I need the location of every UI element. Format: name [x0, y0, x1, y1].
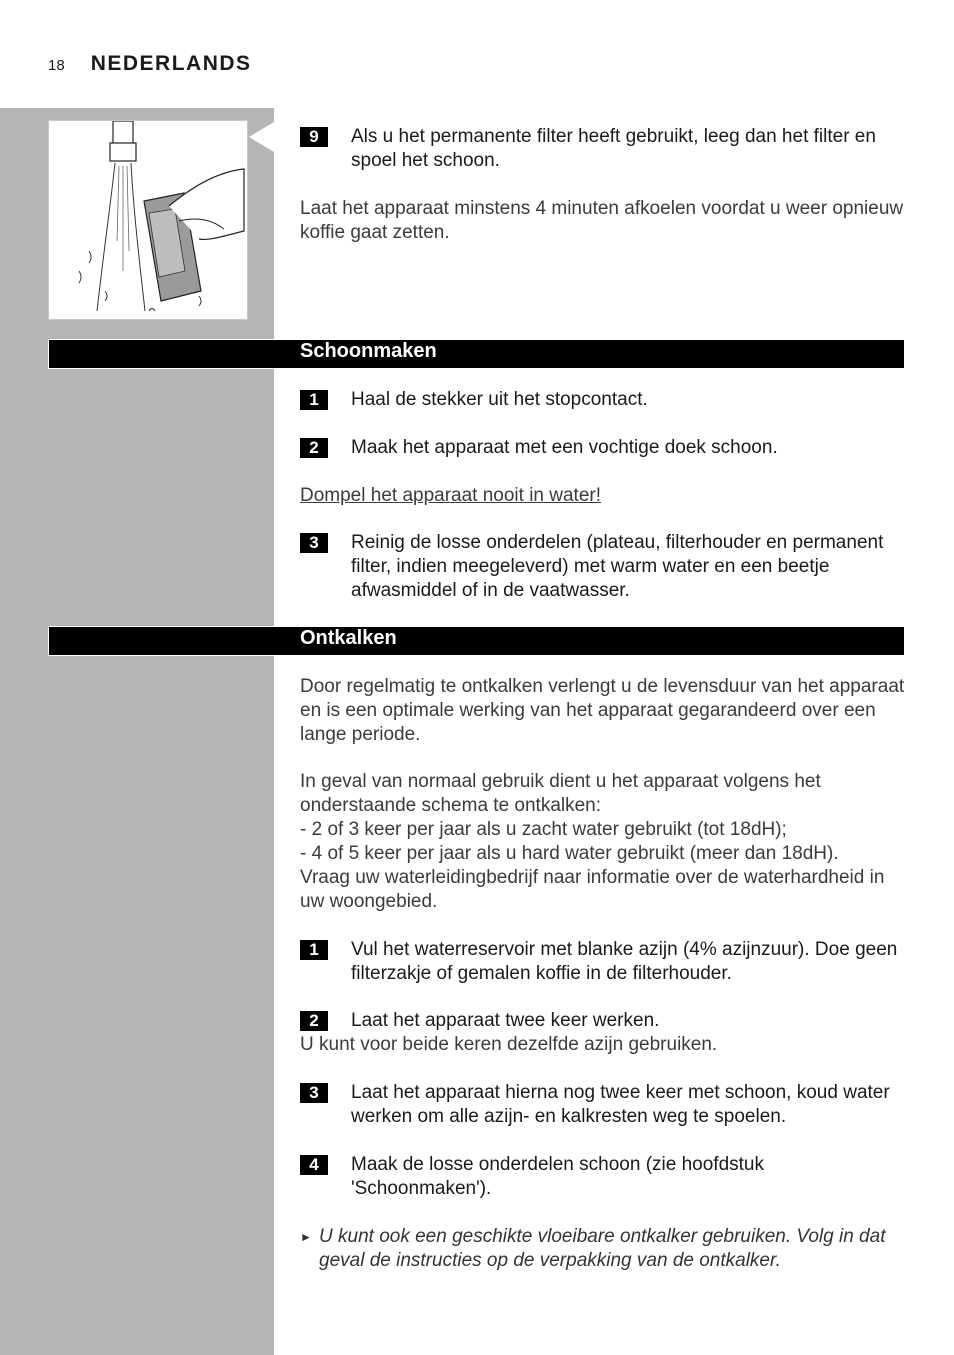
cleaning-step-2: [300, 436, 906, 460]
step-text: Laat het apparaat twee keer werken.: [351, 1010, 660, 1031]
section-title-schoonmaken: Schoonmaken: [300, 340, 437, 362]
step-number: 1: [300, 940, 328, 960]
page-header: [48, 52, 252, 76]
step-text: Maak de losse onderdelen schoon (zie hoofdstuk 'Schoonmaken').: [351, 1154, 764, 1199]
cleaning-step-1: [300, 388, 906, 412]
step-text: Haal de stekker uit het stopcontact.: [351, 389, 648, 410]
descaling-step-2: [300, 1009, 906, 1033]
descaler-tip: [300, 1225, 906, 1273]
step-number: 9: [300, 127, 328, 147]
descaling-schedule: [300, 770, 906, 914]
rinse-filter-icon: [49, 121, 247, 319]
section-title-ontkalken: Ontkalken: [300, 627, 397, 649]
illustration-pointer: [249, 122, 274, 152]
step-text: Reinig de losse onderdelen (plateau, filterhouder en permanent filter, indien meegeleverd) met warm water en een beetje afwasmiddel of in de vaatwasser.: [351, 532, 884, 601]
schedule-item: - 4 of 5 keer per jaar als u hard water gebruikt (meer dan 18dH).: [300, 843, 839, 864]
immersion-warning: Dompel het apparaat nooit in water!: [300, 485, 602, 506]
step-number: 2: [300, 438, 328, 458]
step-2-note: U kunt voor beide keren dezelfde azijn gebruiken.: [300, 1034, 718, 1055]
step-number: 3: [300, 533, 328, 553]
step-text: Vul het waterreservoir met blanke azijn (4% azijnzuur). Doe geen filterzakje of gemalen koffie in de filterhouder.: [351, 939, 898, 984]
section-bar-schoonmaken: [48, 339, 905, 369]
step-number: 3: [300, 1083, 328, 1103]
step-number: 2: [300, 1011, 328, 1031]
schedule-intro: In geval van normaal gebruik dient u het apparaat volgens het onderstaande schema te ontkalken:: [300, 771, 821, 816]
descaling-intro: Door regelmatig te ontkalken verlengt u de levensduur van het apparaat en is een optimale werking van het apparaat gegarandeerd over een lange periode.: [300, 676, 905, 745]
cleaning-step-3: [300, 531, 906, 603]
section-bar-ontkalken: [48, 626, 905, 656]
cooldown-note: Laat het apparaat minstens 4 minuten afkoelen voordat u weer opnieuw koffie gaat zetten.: [300, 198, 904, 243]
triangle-bullet-icon: ►: [300, 1230, 312, 1244]
page-number: 18: [48, 57, 65, 74]
step-text: Maak het apparaat met een vochtige doek schoon.: [351, 437, 778, 458]
schedule-item: - 2 of 3 keer per jaar als u zacht water gebruikt (tot 18dH);: [300, 819, 787, 840]
tip-text: U kunt ook een geschikte vloeibare ontkalker gebruiken. Volg in dat geval de instructies op de verpakking van de ontkalker.: [319, 1226, 886, 1271]
descaling-step-4: [300, 1153, 906, 1201]
step-text: Als u het permanente filter heeft gebruikt, leeg dan het filter en spoel het schoon.: [351, 126, 876, 171]
descaling-step-3: [300, 1081, 906, 1129]
language-title: NEDERLANDS: [90, 52, 252, 75]
rinse-filter-illustration: [48, 120, 248, 320]
descaling-step-1: [300, 938, 906, 986]
schedule-outro: Vraag uw waterleidingbedrijf naar informatie over de waterhardheid in uw woongebied.: [300, 867, 885, 912]
step-number: 1: [300, 390, 328, 410]
step-text: Laat het apparaat hierna nog twee keer met schoon, koud water werken om alle azijn- en kalkresten weg te spoelen.: [351, 1082, 890, 1127]
step-number: 4: [300, 1155, 328, 1175]
step-9: [300, 125, 906, 173]
